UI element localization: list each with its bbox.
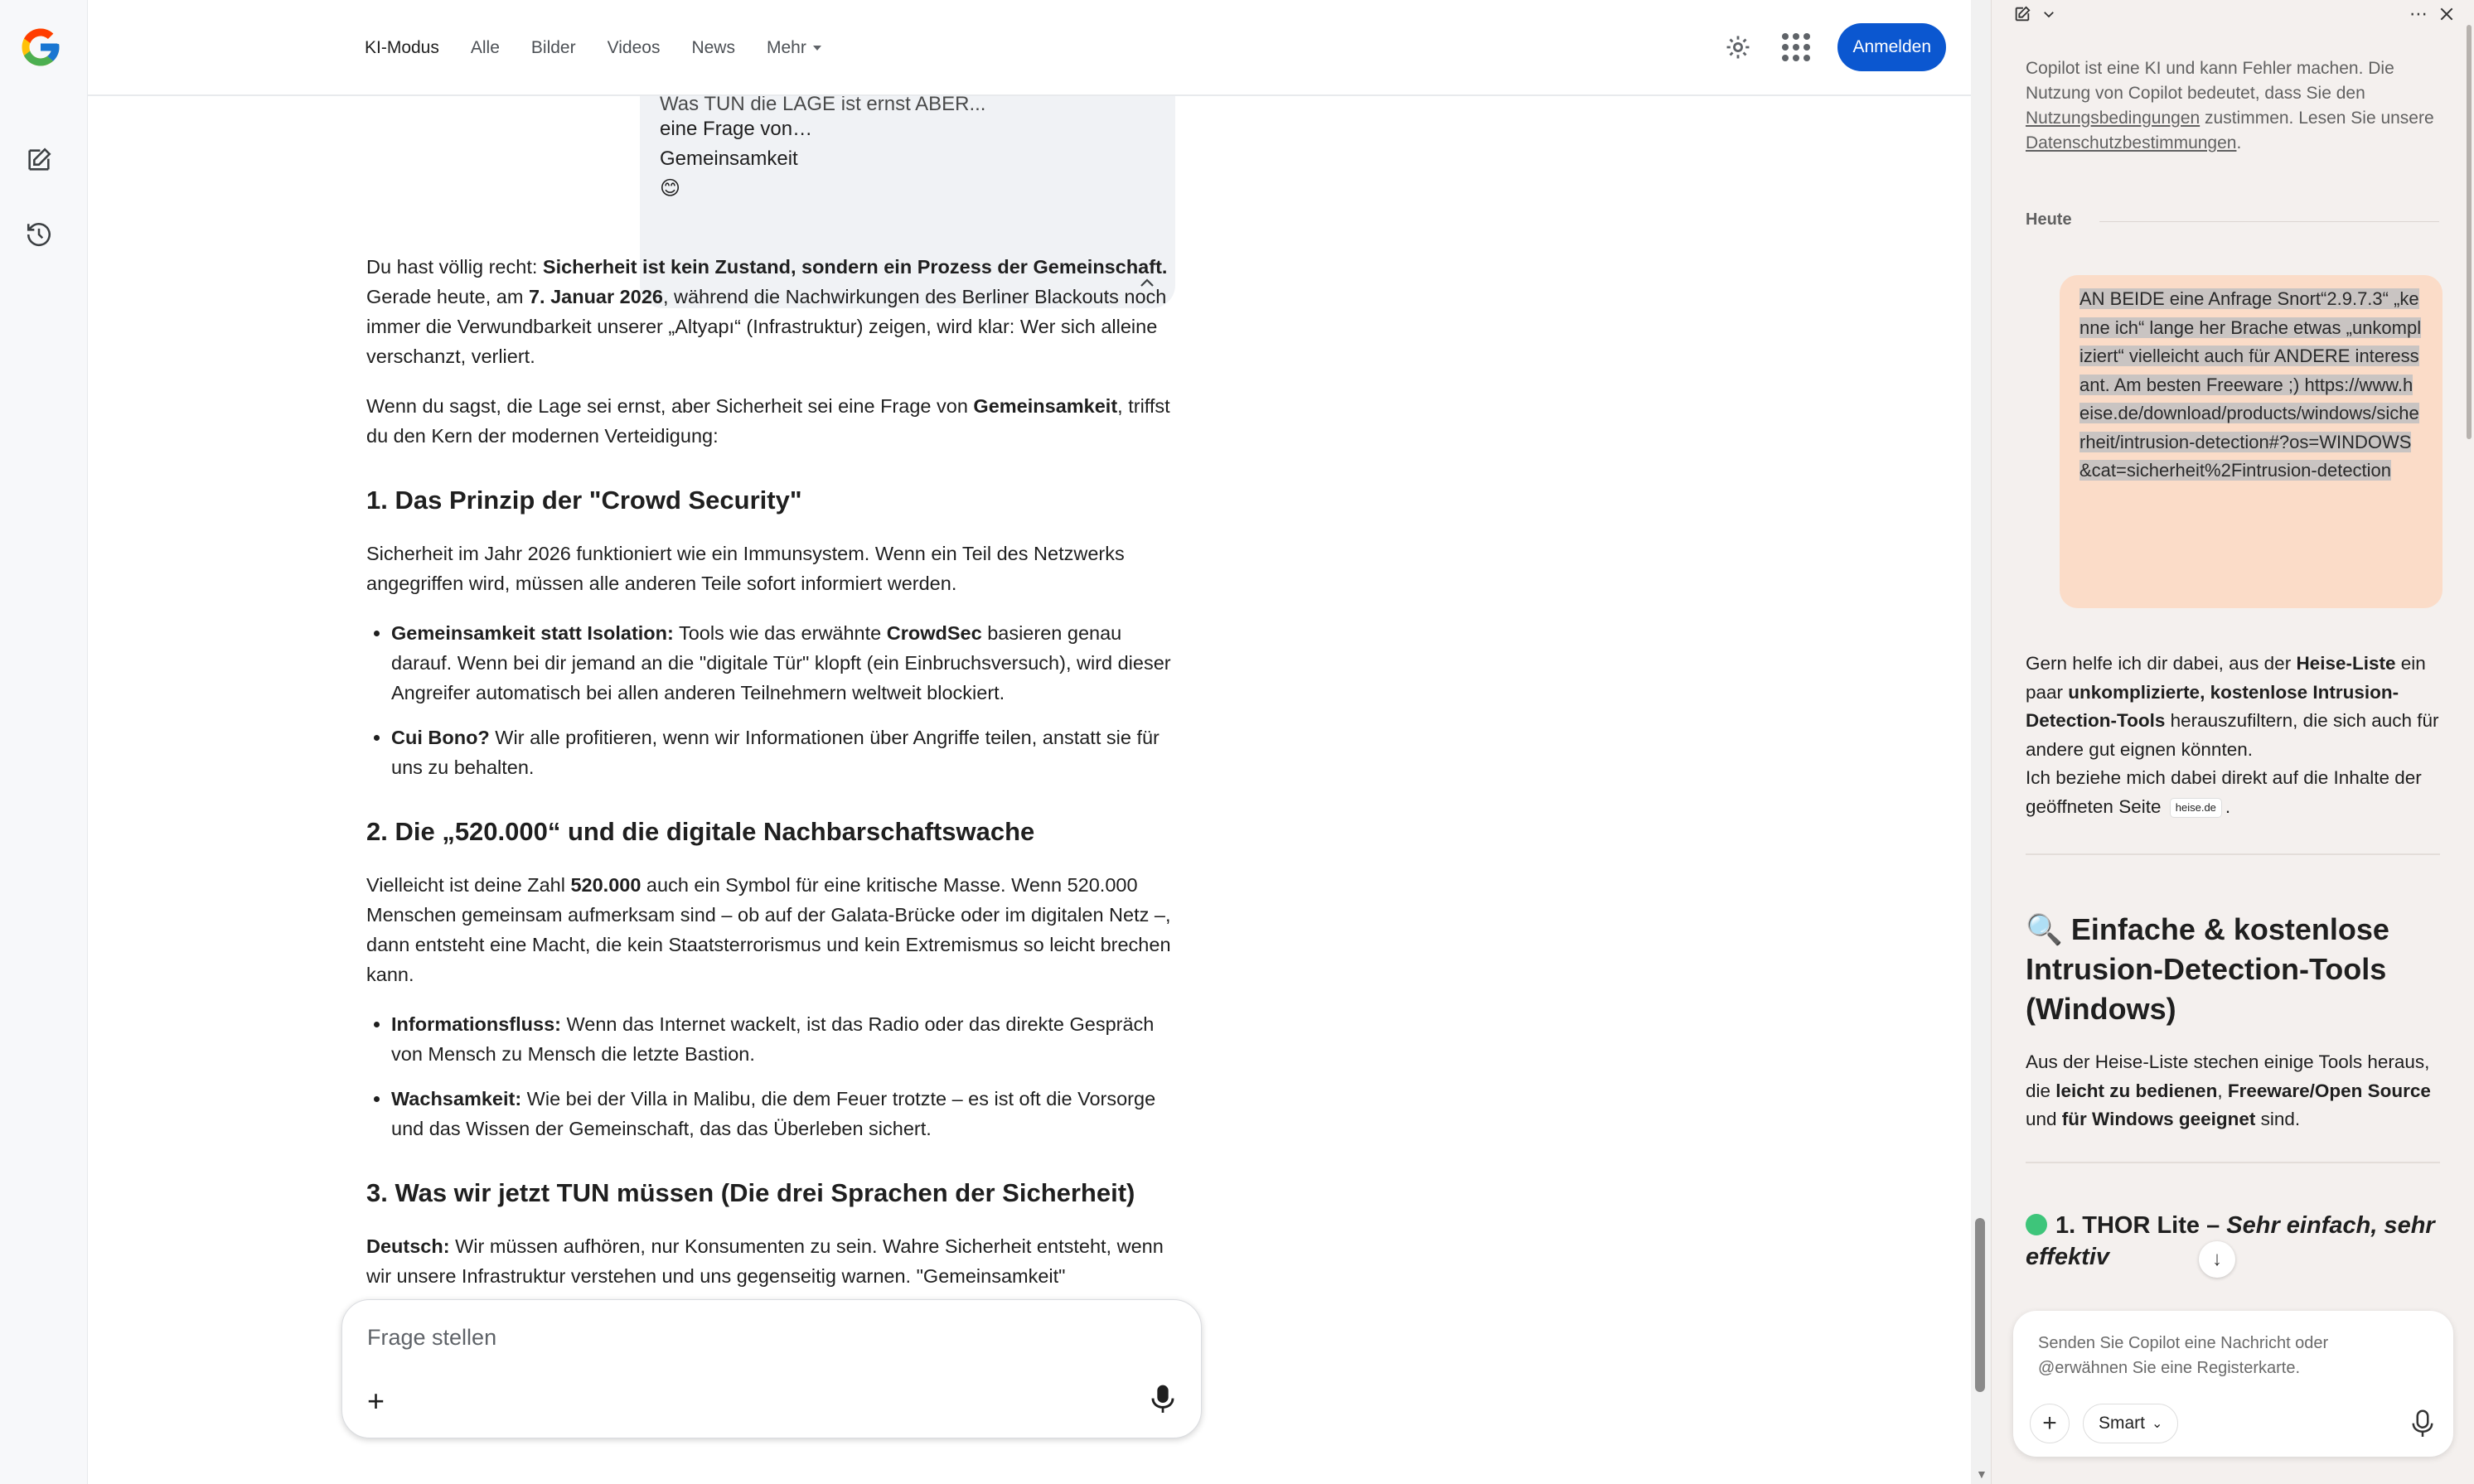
copilot-item-heading: [2026, 1210, 2458, 1273]
section-heading-1: 1. Das Prinzip der "Crowd Security": [366, 486, 802, 515]
caret-down-icon: [813, 46, 821, 51]
left-rail: [0, 0, 88, 1484]
ai-answer: [366, 252, 1187, 1306]
chevron-down-icon[interactable]: [2038, 3, 2060, 25]
answer-source-text: Ich beziehe mich dabei direkt auf die Inhalte der geöffneten Seite: [2026, 767, 2422, 817]
add-icon[interactable]: +: [2030, 1404, 2070, 1443]
tab-mehr[interactable]: [767, 38, 821, 58]
copilot-input-box[interactable]: [2013, 1311, 2453, 1457]
list-item: • Informationsfluss: Wenn das Internet wackelt, ist das Radio oder das direkte Gespräch von Mensch zu Mensch die letzte Bastion.: [391, 1009, 1187, 1069]
tab-mehr-label: Mehr: [766, 38, 806, 57]
close-icon[interactable]: [2436, 3, 2457, 25]
green-dot-icon: [2026, 1214, 2047, 1235]
date-separator-today: Heute: [2026, 210, 2072, 229]
settings-gear-icon[interactable]: [1721, 31, 1755, 64]
list-item: • Gemeinsamkeit statt Isolation: Tools wie das erwähnte CrowdSec basieren genau darauf. Wenn bei dir jemand an die "digitale Tür" klopft (ein Einbruchsversuch), wird dieser Angreifer automatisch bei allen anderen Teilnehmern weltweit blockiert.: [391, 618, 1187, 708]
answer-paragraph-5: Deutsch: Wir müssen aufhören, nur Konsumenten zu sein. Wahre Sicherheit entsteht, wenn wir unsere Infrastruktur verstehen und uns gegenseitig warnen. "Gemeinsamkeit": [366, 1235, 1164, 1287]
copilot-input-placeholder[interactable]: Senden Sie Copilot eine Nachricht oder @erwähnen Sie eine Registerkarte.: [2038, 1334, 2329, 1377]
privacy-link[interactable]: Datenschutzbestimmungen: [2026, 133, 2237, 152]
tab-alle[interactable]: Alle: [470, 38, 500, 57]
bubble-clipped-line: Was TUN die LAGE ist ernst ABER...: [660, 96, 986, 114]
ask-input-box[interactable]: [341, 1299, 1202, 1438]
user-message-text: AN BEIDE eine Anfrage Snort“2.9.7.3“ „kenne ich“ lange her Brache etwas „unkompliziert“ vielleicht auch für ANDERE interessant. Am besten Freeware ;) https://www.heise.de/download/products/windows/sicherheit/intrusion-detection#?os=WINDOWS&cat=sicherheit%2Fintrusion-detection: [2079, 288, 2422, 481]
bullet-list-2: [391, 1009, 1187, 1143]
item-subtitle: Sehr einfach, sehr effektiv: [2026, 1212, 2435, 1270]
add-attachment-icon[interactable]: +: [367, 1384, 385, 1418]
answer-source-line: Ich beziehe mich dabei direkt auf die Inhalte der geöffneten Seite heise.de .: [2026, 767, 2422, 817]
divider: [2099, 221, 2439, 222]
bubble-line-1: eine Frage von…: [660, 118, 813, 140]
user-message: [2060, 275, 2443, 608]
signin-button[interactable]: Anmelden: [1837, 23, 1946, 71]
microphone-icon[interactable]: [1150, 1383, 1176, 1416]
section-heading-3: 3. Was wir jetzt TUN müssen (Die drei Sprachen der Sicherheit): [366, 1178, 1135, 1207]
new-chat-icon[interactable]: [22, 143, 56, 177]
divider: [2026, 1162, 2440, 1163]
disclaimer-text-3: .: [2236, 133, 2242, 152]
bubble-emoji: 😊: [660, 177, 681, 200]
answer-paragraph-3: Sicherheit im Jahr 2026 funktioniert wie ein Immunsystem. Wenn ein Teil des Netzwerks angegriffen wird, müssen alle anderen Teile sofort informiert werden.: [366, 543, 1125, 594]
more-options-icon[interactable]: ⋯: [2409, 3, 2428, 24]
google-logo-icon[interactable]: [18, 25, 63, 70]
copilot-heading: 🔍 Einfache & kostenlose Intrusion-Detection-Tools (Windows): [2026, 912, 2389, 1026]
search-tabs: [365, 0, 853, 96]
main-content: [365, 96, 1193, 1306]
section-heading-2: 2. Die „520.000“ und die digitale Nachbarschaftswache: [366, 817, 1035, 846]
scroll-down-arrow-icon[interactable]: ▼: [1976, 1467, 1987, 1481]
top-header: [88, 0, 1971, 96]
copilot-sidebar: [1991, 0, 2474, 1484]
disclaimer-text-2: zustimmen. Lesen Sie unsere: [2200, 109, 2434, 128]
list-item: • Cui Bono? Wir alle profitieren, wenn wir Informationen über Angriffe teilen, anstatt sie für uns zu behalten.: [391, 723, 1187, 782]
scrollbar-thumb[interactable]: [1975, 1218, 1985, 1392]
page-scrollbar[interactable]: [1971, 0, 1991, 1484]
mode-label: Smart: [2099, 1414, 2146, 1433]
answer-paragraph-1: Du hast völlig recht: Sicherheit ist kein Zustand, sondern ein Prozess der Gemeinschaft. Gerade heute, am 7. Januar 2026, während die Nachwirkungen des Berliner Blackouts noch immer die Verwundbarkeit unserer „Altyapı“ (Infrastruktur) zeigen, wird klar: Wer sich alleine verschanzt, verliert.: [366, 256, 1168, 367]
answer-paragraph-2: Wenn du sagst, die Lage sei ernst, aber Sicherheit sei eine Frage von Gemeinsamkeit, triffst du den Kern der modernen Verteidigung:: [366, 395, 1170, 447]
microphone-icon[interactable]: [2410, 1409, 2435, 1440]
disclaimer-text-1: Copilot ist eine KI und kann Fehler machen. Die Nutzung von Copilot bedeutet, dass Sie den: [2026, 59, 2394, 103]
divider: [2026, 853, 2440, 855]
scroll-to-bottom-button[interactable]: ↓: [2199, 1241, 2235, 1278]
tab-videos[interactable]: Videos: [607, 38, 661, 57]
apps-grid-icon[interactable]: [1779, 31, 1813, 64]
ask-placeholder[interactable]: Frage stellen: [367, 1325, 497, 1350]
answer-intro-text: Gern helfe ich dir dabei, aus der Heise-Liste ein paar unkomplizierte, kostenlose Intrusion-Detection-Tools herauszufiltern, die sich auch für andere gut eignen könnten.: [2026, 653, 2439, 760]
scrollbar-thumb[interactable]: [2467, 25, 2472, 439]
bubble-line-2: Gemeinsamkeit: [660, 147, 798, 170]
tab-bilder[interactable]: Bilder: [530, 38, 576, 57]
source-tag[interactable]: heise.de: [2170, 798, 2222, 818]
history-icon[interactable]: [22, 217, 56, 252]
copilot-toolbar: [2012, 0, 2459, 28]
tab-news[interactable]: News: [691, 38, 735, 57]
tab-ki-modus[interactable]: KI-Modus: [365, 38, 439, 57]
chevron-down-icon: ⌄: [2152, 1417, 2163, 1431]
copilot-disclaimer: [2026, 56, 2457, 156]
mode-selector[interactable]: [2083, 1404, 2178, 1443]
copilot-scrollbar[interactable]: [2464, 0, 2474, 1484]
list-item: • Wachsamkeit: Wie bei der Villa in Malibu, die dem Feuer trotzte – es ist oft die Vorsorge und das Wissen der Gemeinschaft, das das Überleben sichert.: [391, 1084, 1187, 1143]
bullet-list-1: [391, 618, 1187, 782]
new-chat-icon[interactable]: [2012, 3, 2033, 25]
terms-link[interactable]: Nutzungsbedingungen: [2026, 109, 2200, 128]
item-title: 1. THOR Lite –: [2055, 1212, 2227, 1239]
copilot-answer-intro: [2026, 650, 2458, 821]
copilot-paragraph: Aus der Heise-Liste stechen einige Tools heraus, die leicht zu bedienen, Freeware/Open Source und für Windows geeignet sind.: [2026, 1051, 2431, 1129]
answer-paragraph-4: Vielleicht ist deine Zahl 520.000 auch ein Symbol für eine kritische Masse. Wenn 520.000 Menschen gemeinsam aufmerksam sind – ob auf der Galata-Brücke oder im digitalen Netz –, dann entsteht eine Macht, die kein Staatsterrorismus und kein Extremismus so leicht brechen kann.: [366, 874, 1171, 985]
